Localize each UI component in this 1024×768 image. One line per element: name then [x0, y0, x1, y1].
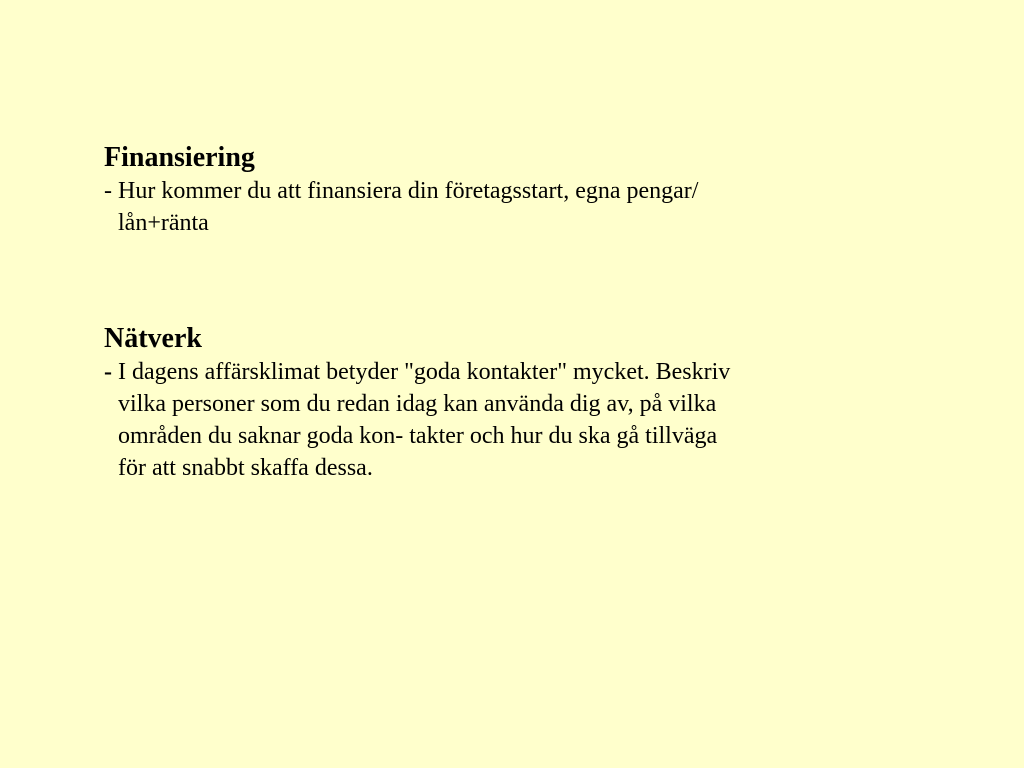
- bullet-dash: -: [104, 178, 112, 204]
- bullet-text: I dagens affärsklimat betyder "goda kontakter" mycket. Beskriv: [118, 359, 731, 385]
- heading-network: Nätverk: [104, 323, 202, 354]
- bullet-line: vilka personer som du redan idag kan använda dig av, på vilka: [118, 391, 717, 417]
- bullet-line: lån+ränta: [118, 210, 209, 236]
- heading-financing: Finansiering: [104, 142, 255, 173]
- bullet-line: [104, 356, 904, 388]
- bullet-network: [104, 356, 904, 484]
- section-financing: [104, 141, 904, 239]
- bullet-line: områden du saknar goda kon- takter och hur du ska gå tillväga: [118, 423, 718, 449]
- section-network: [104, 322, 904, 484]
- bullet-dash: -: [104, 359, 112, 385]
- bullet-line: för att snabbt skaffa dessa.: [118, 455, 373, 481]
- bullet-financing: [104, 175, 904, 239]
- bullet-line: [104, 175, 904, 207]
- bullet-text: Hur kommer du att finansiera din företagsstart, egna pengar/: [118, 178, 699, 204]
